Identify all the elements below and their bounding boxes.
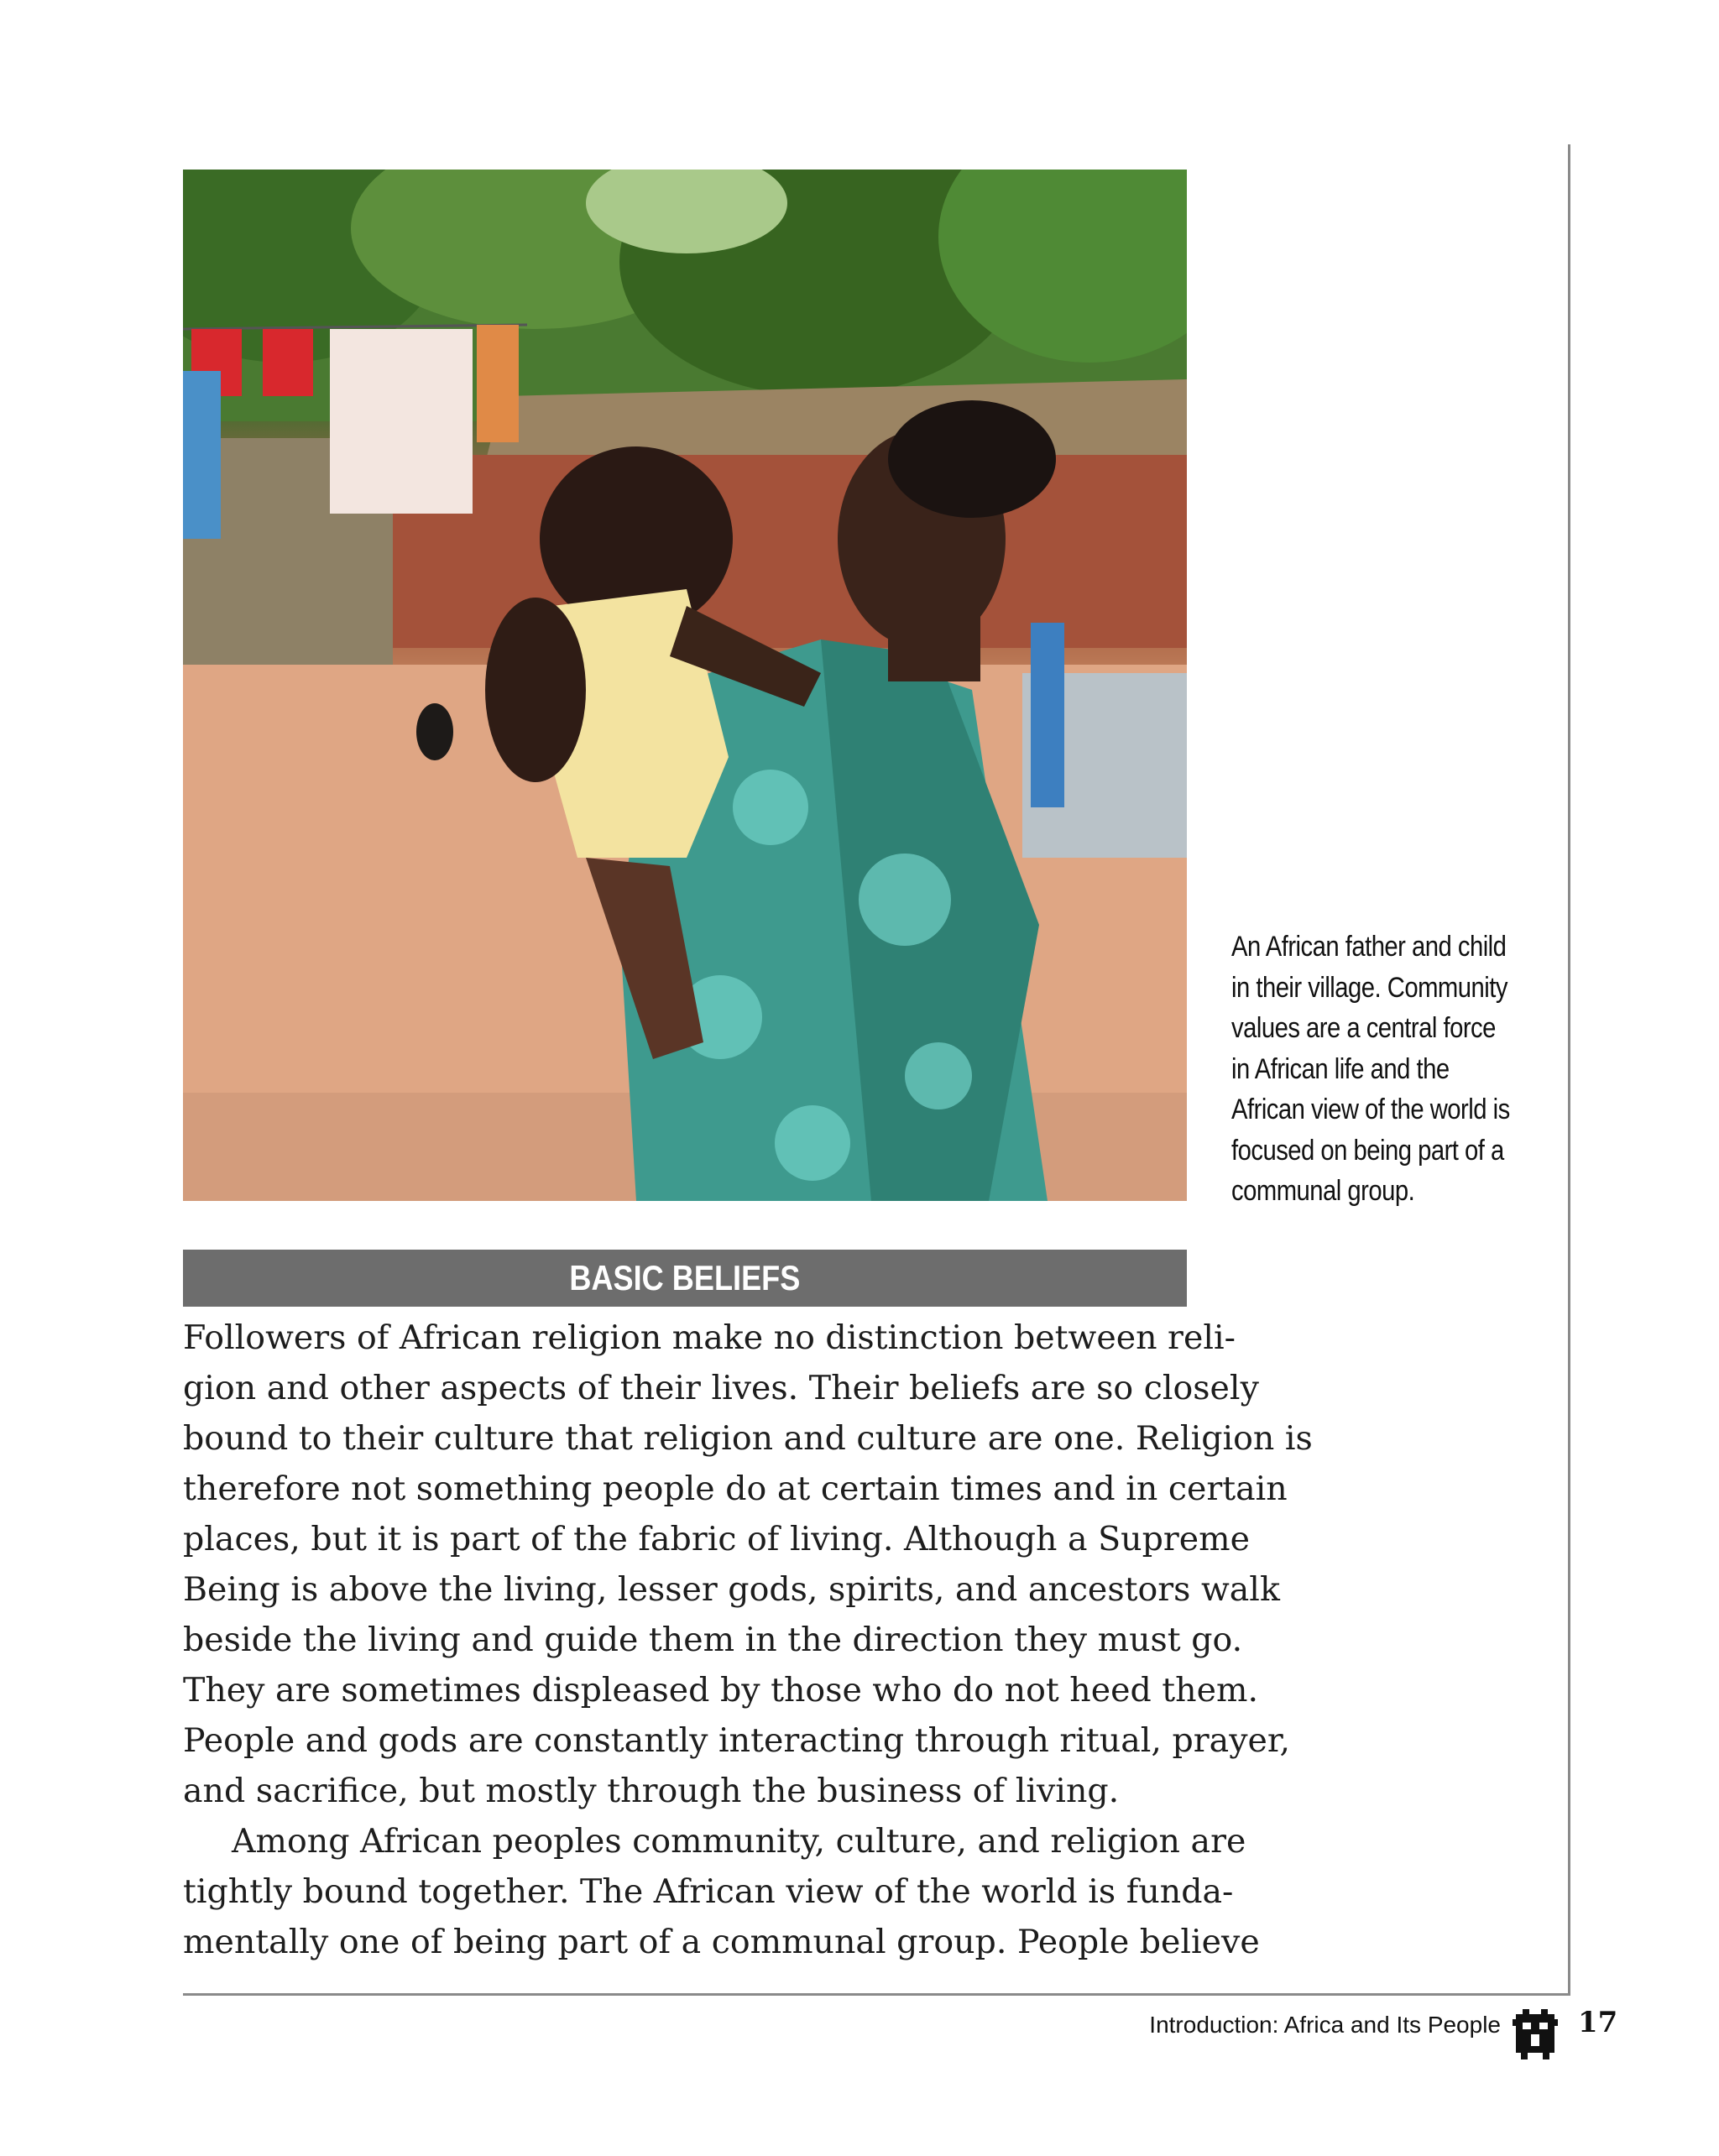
section-heading-text: BASIC BELIEFS — [569, 1258, 801, 1297]
body-line: tightly bound together. The African view of the world is funda- — [183, 1872, 1234, 1911]
photo-illustration — [183, 170, 1187, 1201]
body-line: People and gods are constantly interacting through ritual, prayer, — [183, 1721, 1291, 1760]
bottom-rule — [183, 1993, 1570, 1996]
body-line: Among African peoples community, culture, and religion are — [232, 1822, 1246, 1861]
caption-line: An African father and child — [1231, 931, 1507, 963]
body-line: and sacrifice, but mostly through the business of living. — [183, 1772, 1120, 1810]
caption-line: values are a central force — [1231, 1012, 1496, 1044]
body-line: mentally one of being part of a communal group. People believe — [183, 1923, 1260, 1961]
body-line: places, but it is part of the fabric of living. Although a Supreme — [183, 1520, 1250, 1558]
photo-caption — [1231, 927, 1510, 1212]
caption-line: African view of the world is — [1231, 1094, 1510, 1125]
body-text — [183, 1313, 1313, 1967]
body-line: Being is above the living, lesser gods, spirits, and ancestors walk — [183, 1570, 1280, 1609]
photo-father-child — [183, 170, 1187, 1201]
body-line: bound to their culture that religion and culture are one. Religion is — [183, 1419, 1313, 1458]
caption-line: in their village. Community — [1231, 971, 1507, 1004]
footer-chapter-title: Introduction: Africa and Its People — [1149, 2012, 1501, 2038]
caption-line: focused on being part of a — [1231, 1134, 1504, 1167]
page-number: 17 — [1578, 2006, 1618, 2039]
body-line: beside the living and guide them in the direction they must go. — [183, 1621, 1243, 1659]
mask-logo-icon — [1511, 2007, 1560, 2059]
right-rule — [1568, 144, 1570, 1995]
body-line: gion and other aspects of their lives. Their beliefs are so closely — [183, 1369, 1259, 1407]
body-line: They are sometimes displeased by those who do not heed them. — [183, 1671, 1259, 1710]
section-heading — [183, 1250, 1187, 1307]
caption-line: in African life and the — [1231, 1052, 1450, 1085]
body-line: Followers of African religion make no distinction between reli- — [183, 1318, 1236, 1357]
caption-line: communal group. — [1231, 1175, 1415, 1207]
body-line: therefore not something people do at certain times and in certain — [183, 1470, 1288, 1508]
